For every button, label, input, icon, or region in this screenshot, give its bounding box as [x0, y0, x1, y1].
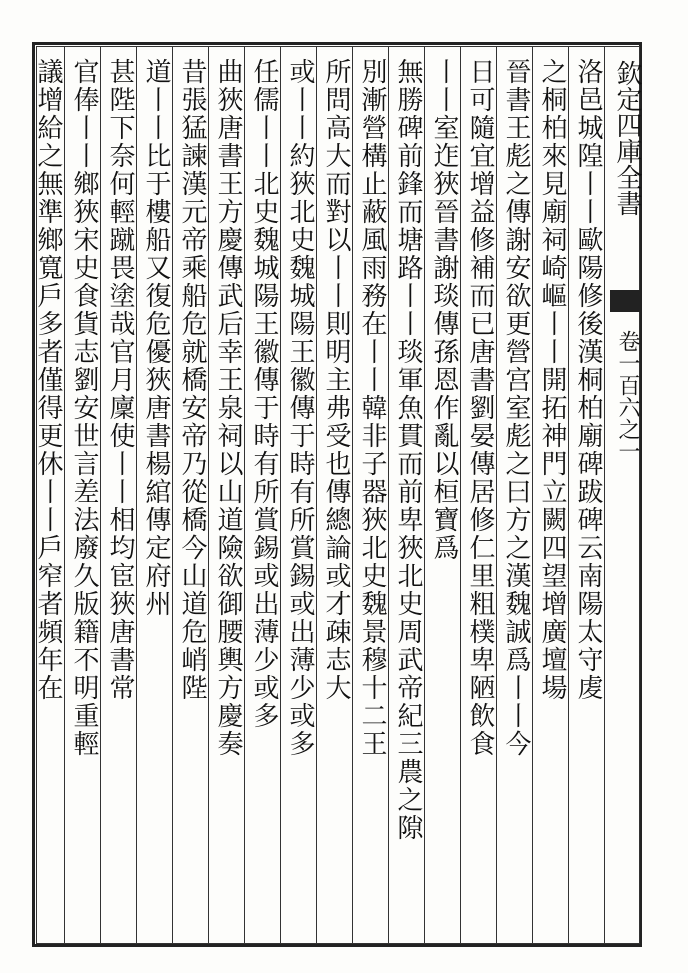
- text-column: 丨丨室迮狹晉書謝琰傳孫恩作亂以桓寶爲: [429, 58, 459, 562]
- margin-volume: 卷一百六之一: [615, 330, 640, 462]
- text-column: 日可隨宜增益修補而已唐書劉晏傳居修仁里粗樸卑陋飲食: [465, 58, 495, 758]
- text-column: 議增給之無準鄉寬戶多者僅得更休丨丨戶窄者頻年在: [33, 58, 63, 702]
- column-rule: [208, 46, 209, 944]
- text-column: 或丨丨約狹北史魏城陽王徽傳于時有所賞錫或出薄少或多: [285, 58, 315, 758]
- text-column: 道丨丨比于樓船又復危優狹唐書楊綰傳定府州: [141, 58, 171, 618]
- column-rule: [424, 46, 425, 944]
- text-column: 任儒丨丨北史魏城陽王徽傳于時有所賞錫或出薄少或多: [249, 58, 279, 730]
- text-column: 昔張猛諫漢元帝乘船危就橋安帝乃從橋今山道危峭陛: [177, 58, 207, 702]
- column-rule: [172, 46, 173, 944]
- column-rule: [532, 46, 533, 944]
- column-rule: [280, 46, 281, 944]
- column-rule: [64, 46, 65, 944]
- text-column: 官俸丨丨鄉狹宋史食貨志劉安世言差法廢久版籍不明重輕: [69, 58, 99, 758]
- text-column: 洛邑城隍丨丨歐陽修後漢桐柏廟碑跋碑云南陽太守䖍: [573, 58, 603, 702]
- margin-title: 欽定四庫全書: [612, 60, 642, 216]
- column-rule: [244, 46, 245, 944]
- column-rule: [496, 46, 497, 944]
- text-column: 無勝碑前鋒而塘路丨丨琰軍魚貫而前卑狹北史周武帝紀三農之隙: [393, 58, 423, 842]
- text-column: 甚陛下奈何輕蹴畏塗哉官月廩使丨丨相均宦狹唐書常: [105, 58, 135, 702]
- text-column: 晉書王彪之傳謝安欲更營宫室彪之曰方之漢魏誠爲丨丨今: [501, 58, 531, 758]
- column-rule: [460, 46, 461, 944]
- text-column: 曲狹唐書王方慶傳武后幸王泉祠以山道險欲御腰輿方慶奏: [213, 58, 243, 758]
- column-rule: [316, 46, 317, 944]
- column-rule: [352, 46, 353, 944]
- column-rule: [568, 46, 569, 944]
- column-rule: [136, 46, 137, 944]
- text-column: 之桐柏來見廟祠崎嶇丨丨開拓神門立闕四望增廣壇場: [537, 58, 567, 702]
- margin-fishtail: [610, 290, 642, 312]
- text-column: 所問高大而對以丨丨則明主弗受也傳總論或才疎志大: [321, 58, 351, 702]
- column-rule: [100, 46, 101, 944]
- column-rule: [388, 46, 389, 944]
- column-rule: [604, 46, 605, 944]
- text-column: 別漸營構止蔽風雨務在丨丨韓非子器狹北史魏景穆十二王: [357, 58, 387, 758]
